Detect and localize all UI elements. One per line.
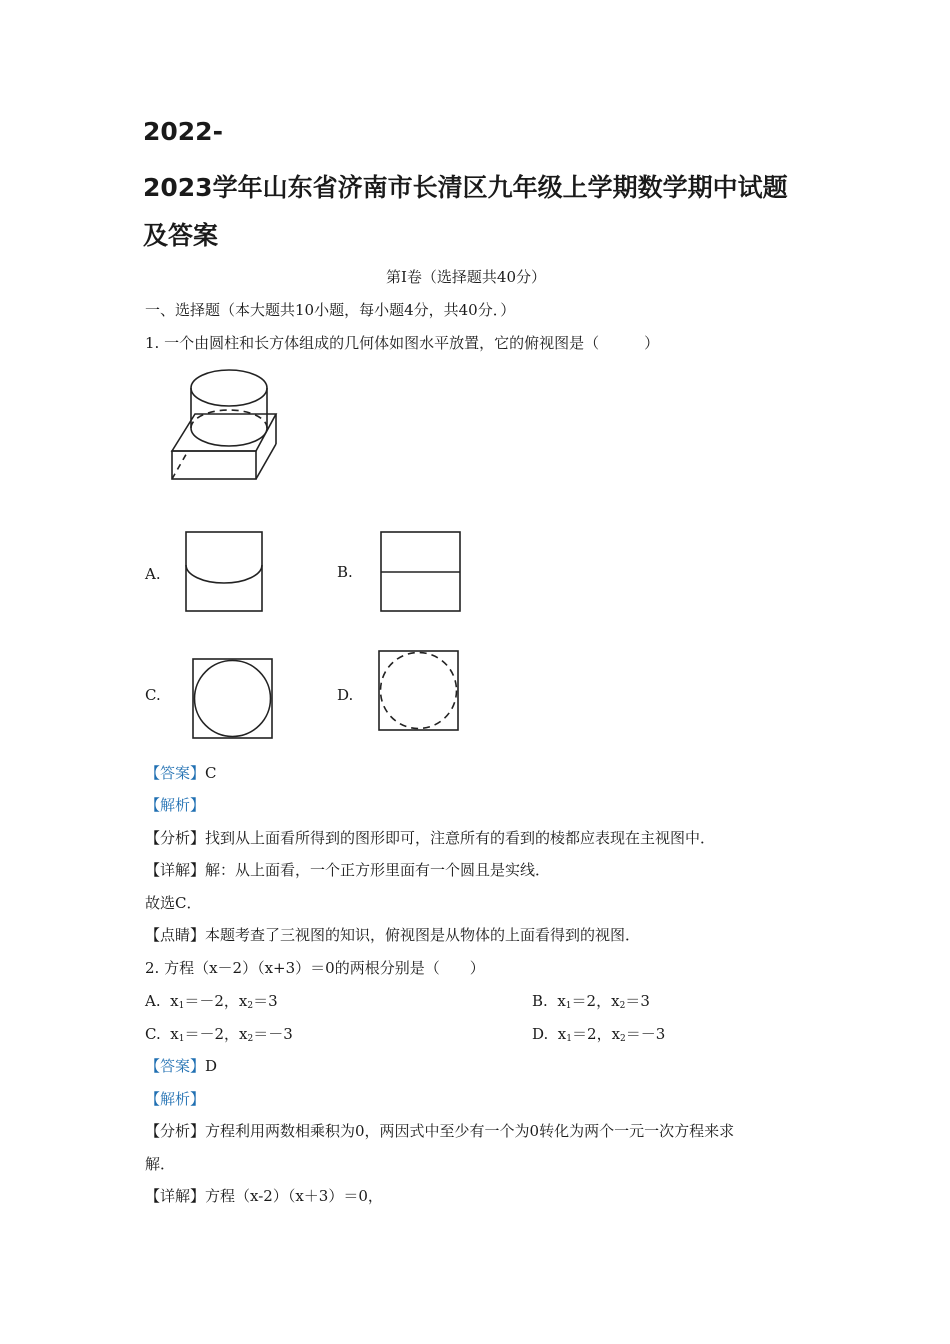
q2-option-a: A. $x_1=-2$，$x_2=3$ <box>145 992 278 1011</box>
q1-option-a-figure <box>185 531 265 613</box>
q1-fenxi <box>145 827 715 848</box>
q1-stem: 1. 一个由圆柱和长方体组成的几何体如图水平放置，它的俯视图是（ ） <box>145 334 660 352</box>
doc-title-line2: 2023学年山东省济南市长清区九年级上学期数学期中试题 <box>143 173 788 202</box>
q1-dianjing-text: 本题考查了三视图的知识，俯视图是从物体的上面看得到的视图． <box>205 926 641 944</box>
q1-choose: 故选C． <box>145 894 202 912</box>
q1-xiangjie-text: 解：从上面看，一个正方形里面有一个圆且是实线． <box>205 861 551 879</box>
doc-title-line3: 及答案 <box>143 221 219 250</box>
q2-fenxi-text-line1: 方程利用两数相乘积为0，两因式中至少有一个为0转化为两个一元一次方程来求 <box>205 1122 735 1140</box>
q1-option-d-figure <box>378 650 460 732</box>
q2-answer-tag: 【答案】 <box>145 1057 206 1075</box>
q2-option-c-x2: －3 <box>268 1025 293 1043</box>
q1-option-b-label: B. <box>337 563 353 581</box>
q2-option-a-x2: 3 <box>268 992 278 1010</box>
q2-option-c-label: C. <box>145 1025 161 1043</box>
section-header: 第Ⅰ卷（选择题共40分） <box>386 268 547 286</box>
q2-xiangjie-tag: 【详解】 <box>145 1187 206 1205</box>
q1-option-b-figure <box>380 531 462 613</box>
q1-answer-value: C <box>205 764 217 782</box>
q2-option-b: B. $x_1=2$，$x_2=3$ <box>532 992 650 1011</box>
q2-stem: 2. 方程（x－2）（x+3）＝0的两根分别是（ ） <box>145 959 485 977</box>
q1-xiangjie-tag: 【详解】 <box>145 861 206 879</box>
q2-option-b-label: B. <box>532 992 548 1010</box>
q2-option-a-label: A. <box>145 992 161 1010</box>
q2-option-d-label: D. <box>532 1025 549 1043</box>
q2-option-c-x1: －2 <box>199 1025 225 1043</box>
q2-answer-value: D <box>205 1057 218 1075</box>
q1-dianjing <box>145 924 640 945</box>
doc-title-line1: 2022- <box>143 117 223 146</box>
q2-answer <box>145 1055 217 1076</box>
q1-xiangjie <box>145 859 550 880</box>
q1-analysis-tag: 【解析】 <box>145 796 206 814</box>
q1-option-d-label: D. <box>337 686 354 704</box>
q2-option-d-x1: 2 <box>587 1025 597 1043</box>
q2-xiangjie <box>145 1185 383 1206</box>
q1-answer <box>145 762 217 783</box>
q2-fenxi-text-line2: 解． <box>145 1155 176 1173</box>
q2-option-d-x2: －3 <box>640 1025 666 1043</box>
q1-answer-tag: 【答案】 <box>145 764 206 782</box>
q2-option-c: C. $x_1=-2$，$x_2=-3$ <box>145 1025 293 1044</box>
q1-solid-figure <box>160 362 285 487</box>
q2-option-b-x2: 3 <box>640 992 650 1010</box>
part-one-heading: 一、选择题（本大题共10小题，每小题4分，共40分．） <box>145 301 516 319</box>
q1-dianjing-tag: 【点睛】 <box>145 926 206 944</box>
q2-option-a-x1: －2 <box>199 992 224 1010</box>
q2-option-d: D. $x_1=2$，$x_2=-3$ <box>532 1025 666 1044</box>
q1-fenxi-tag: 【分析】 <box>145 829 206 847</box>
q1-option-c-figure <box>192 658 274 740</box>
q1-fenxi-text: 找到从上面看所得到的图形即可，注意所有的看到的棱都应表现在主视图中． <box>205 829 716 847</box>
q1-option-a-label: A. <box>145 565 161 583</box>
q1-option-c-label: C. <box>145 686 161 704</box>
q2-fenxi-tag: 【分析】 <box>145 1122 206 1140</box>
q2-xiangjie-text: 方程（x-2）（x＋3）＝0， <box>205 1187 383 1205</box>
q2-option-b-x1: 2 <box>586 992 597 1010</box>
q2-fenxi <box>145 1120 734 1141</box>
q2-analysis-tag: 【解析】 <box>145 1090 206 1108</box>
